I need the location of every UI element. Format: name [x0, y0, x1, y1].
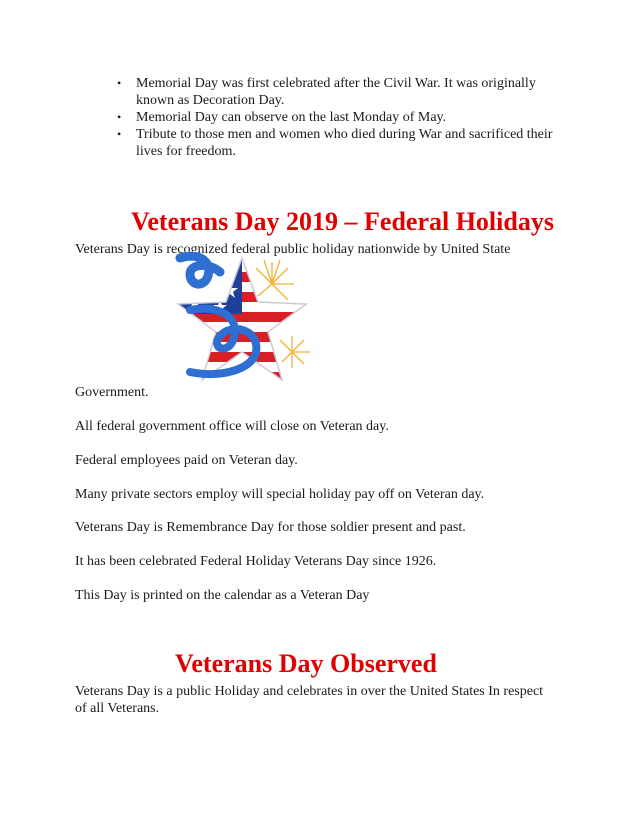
- section-heading-observed: Veterans Day Observed: [175, 649, 437, 678]
- body-paragraph: Federal employees paid on Veteran day.: [75, 453, 298, 468]
- bullet-item: • Tribute to those men and women who died during War and sacrificed their lives for freedom.: [113, 126, 553, 160]
- body-paragraph: Many private sectors employ will special holiday pay off on Veteran day.: [75, 487, 485, 502]
- observed-paragraph: Veterans Day is a public Holiday and celebrates in over the United States In respect of all Veterans.: [75, 684, 544, 716]
- body-paragraph: Veterans Day is Remembrance Day for those soldier present and past.: [75, 520, 466, 535]
- bullet-item: • Memorial Day can observe on the last Monday of May.: [113, 109, 553, 126]
- firework-icon: [256, 260, 294, 300]
- section-heading-federal-holidays: Veterans Day 2019 – Federal Holidays: [131, 207, 554, 236]
- intro-paragraph: Veterans Day is recognized federal public holiday nationwide by United State: [75, 242, 511, 257]
- intro-paragraph-continued: Government.: [75, 385, 149, 400]
- body-paragraph: All federal government office will close on Veteran day.: [75, 419, 389, 434]
- flag-star-ribbon-fireworks-icon: [150, 252, 318, 387]
- memorial-day-bullet-list: [113, 75, 553, 160]
- firework-icon: [280, 336, 310, 368]
- body-paragraph: It has been celebrated Federal Holiday Veterans Day since 1926.: [75, 554, 437, 569]
- body-paragraph: This Day is printed on the calendar as a Veteran Day: [75, 588, 370, 603]
- bullet-item: • Memorial Day was first celebrated after the Civil War. It was originally known as Decoration Day.: [113, 75, 553, 109]
